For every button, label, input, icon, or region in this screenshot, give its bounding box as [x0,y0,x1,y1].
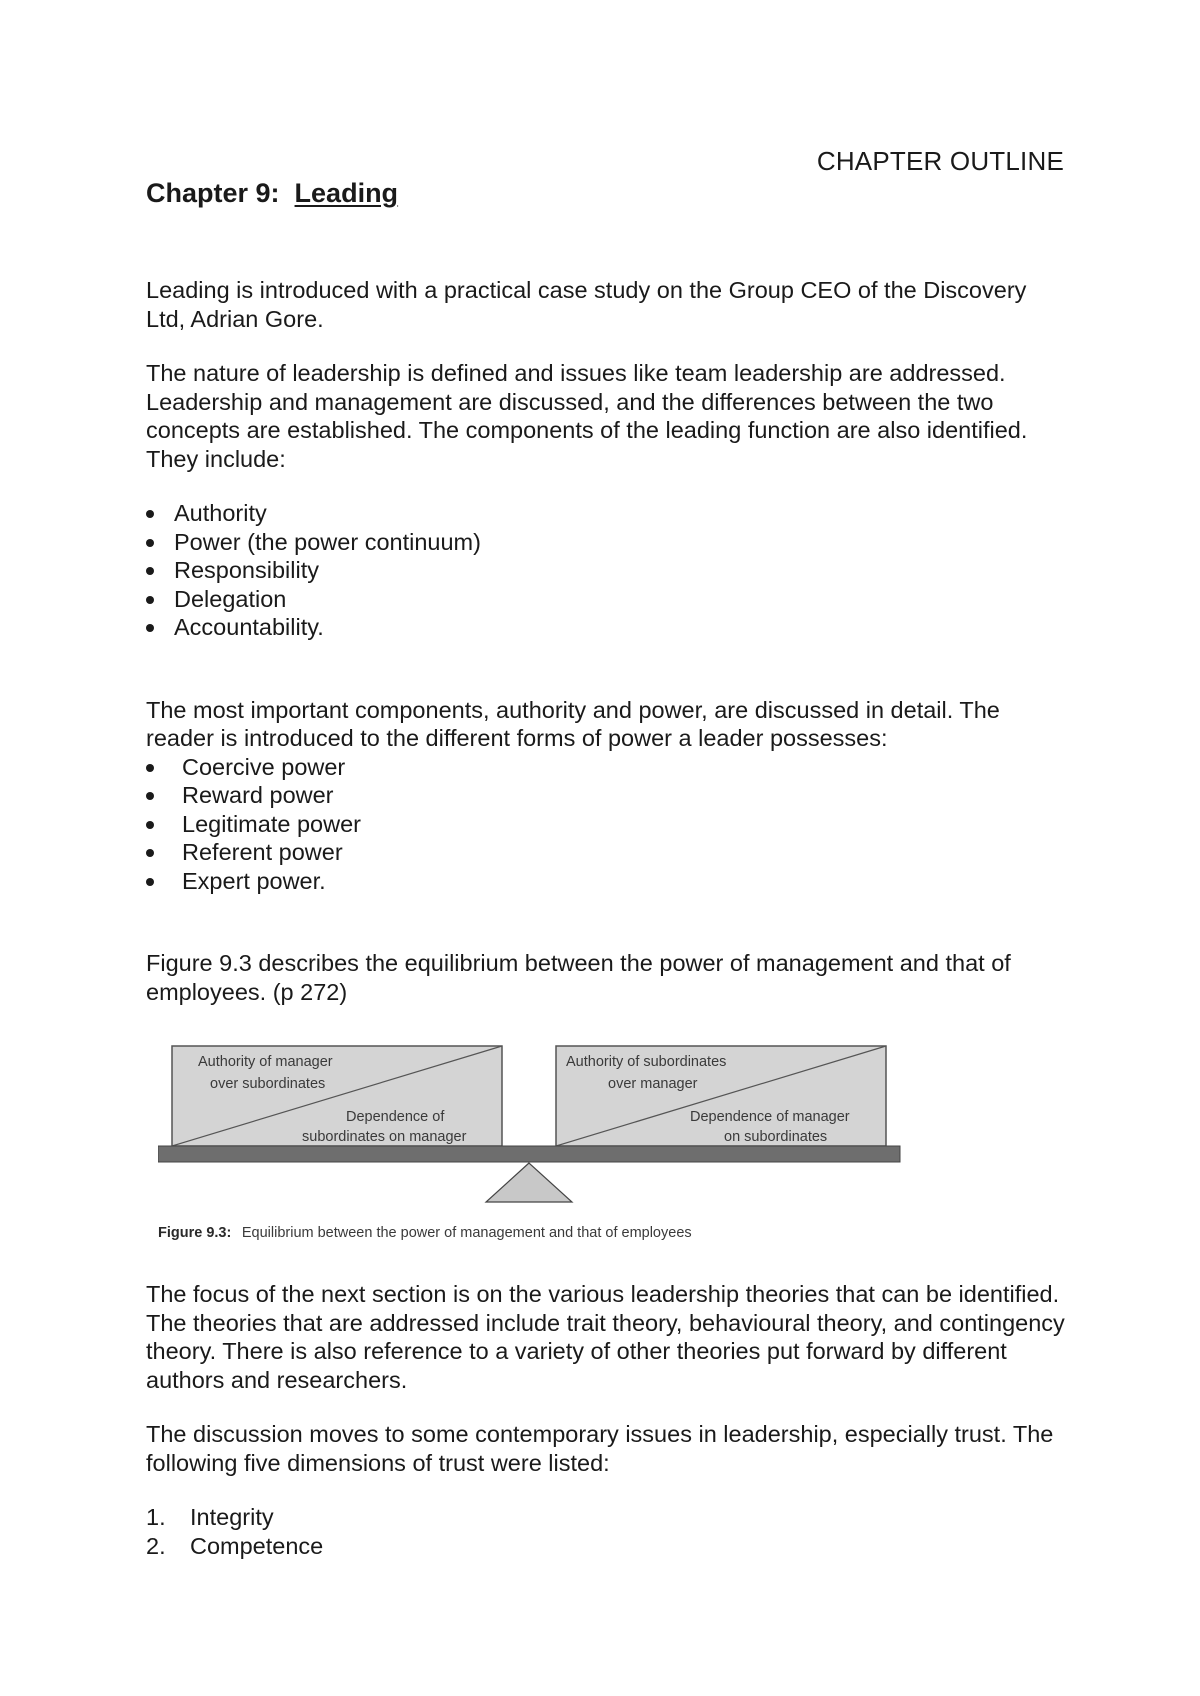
bullet-icon [146,764,154,772]
left-top-label-line1: Authority of manager [198,1054,333,1070]
chapter-name: Leading [294,178,399,208]
power-paragraph: The most important components, authority and power, are discussed in detail. The reader is introduced to the different forms of power a leader possesses: [146,696,1000,751]
left-bottom-label-line2: subordinates on manager [302,1129,467,1145]
left-bottom-label-line1: Dependence of [346,1109,445,1125]
list-item: Expert power. [146,867,1066,896]
theories-paragraph: The focus of the next section is on the various leadership theories that can be identified. The theories that are addressed include trait theory, behavioural theory, and contingency theory. There is also reference to a variety of other theories put forward by different authors and researchers. [146,1281,1065,1393]
figure-caption [158,1216,692,1242]
list-item: Legitimate power [146,810,1066,839]
trust-dimensions-list [146,1503,1066,1560]
bullet-icon [146,792,154,800]
list-item [146,1503,1066,1532]
list-item: Reward power [146,781,1066,810]
bullet-icon [146,624,154,632]
power-forms-list [146,753,1066,896]
document-body [146,276,1066,1560]
list-item: Delegation [146,585,1066,614]
bullet-icon [146,567,154,575]
bullet-icon [146,878,154,886]
list-number: 1. [146,1504,166,1530]
list-item: Authority [146,499,1066,528]
nature-paragraph: The nature of leadership is defined and issues like team leadership are addressed. Leadership and management are discussed, and the differences between the two concepts are established. The components of the leading function are also identified. They include: [146,360,1028,472]
figure-caption-text: Equilibrium between the power of management and that of employees [241,1225,692,1241]
bullet-icon [146,821,154,829]
right-top-label-line2: over manager [608,1076,698,1092]
intro-paragraph: Leading is introduced with a practical case study on the Group CEO of the Discovery Ltd, Adrian Gore. [146,277,1027,332]
figure-caption-label: Figure 9.3: [158,1225,232,1241]
list-item: Responsibility [146,556,1066,585]
equilibrium-figure [158,1040,918,1254]
right-top-label-line1: Authority of subordinates [566,1054,727,1070]
trust-paragraph: The discussion moves to some contemporary issues in leadership, especially trust. The following five dimensions of trust were listed: [146,1421,1054,1476]
chapter-title [146,178,398,209]
fulcrum-triangle [486,1163,572,1202]
bullet-icon [146,596,154,604]
equilibrium-diagram [158,1040,918,1254]
figure-intro-paragraph: Figure 9.3 describes the equilibrium between the power of management and that of employees. (p 272) [146,950,1011,1005]
list-item: Power (the power continuum) [146,528,1066,557]
right-bottom-label-line2: on subordinates [724,1129,828,1145]
components-list [146,499,1066,642]
bullet-icon [146,510,154,518]
bullet-icon [146,539,154,547]
list-item: Referent power [146,838,1066,867]
list-item: Accountability. [146,613,1066,642]
chapter-prefix: Chapter 9: [146,178,280,208]
bullet-icon [146,849,154,857]
left-top-label-line2: over subordinates [210,1076,326,1092]
list-item [146,1532,1066,1561]
list-item-label: Integrity [190,1504,274,1530]
list-item-label: Competence [190,1532,324,1559]
balance-beam [158,1146,900,1162]
list-item: Coercive power [146,753,1066,782]
right-bottom-label-line1: Dependence of manager [690,1109,850,1125]
chapter-outline-label: CHAPTER OUTLINE [816,146,1064,176]
list-number: 2. [146,1532,166,1559]
